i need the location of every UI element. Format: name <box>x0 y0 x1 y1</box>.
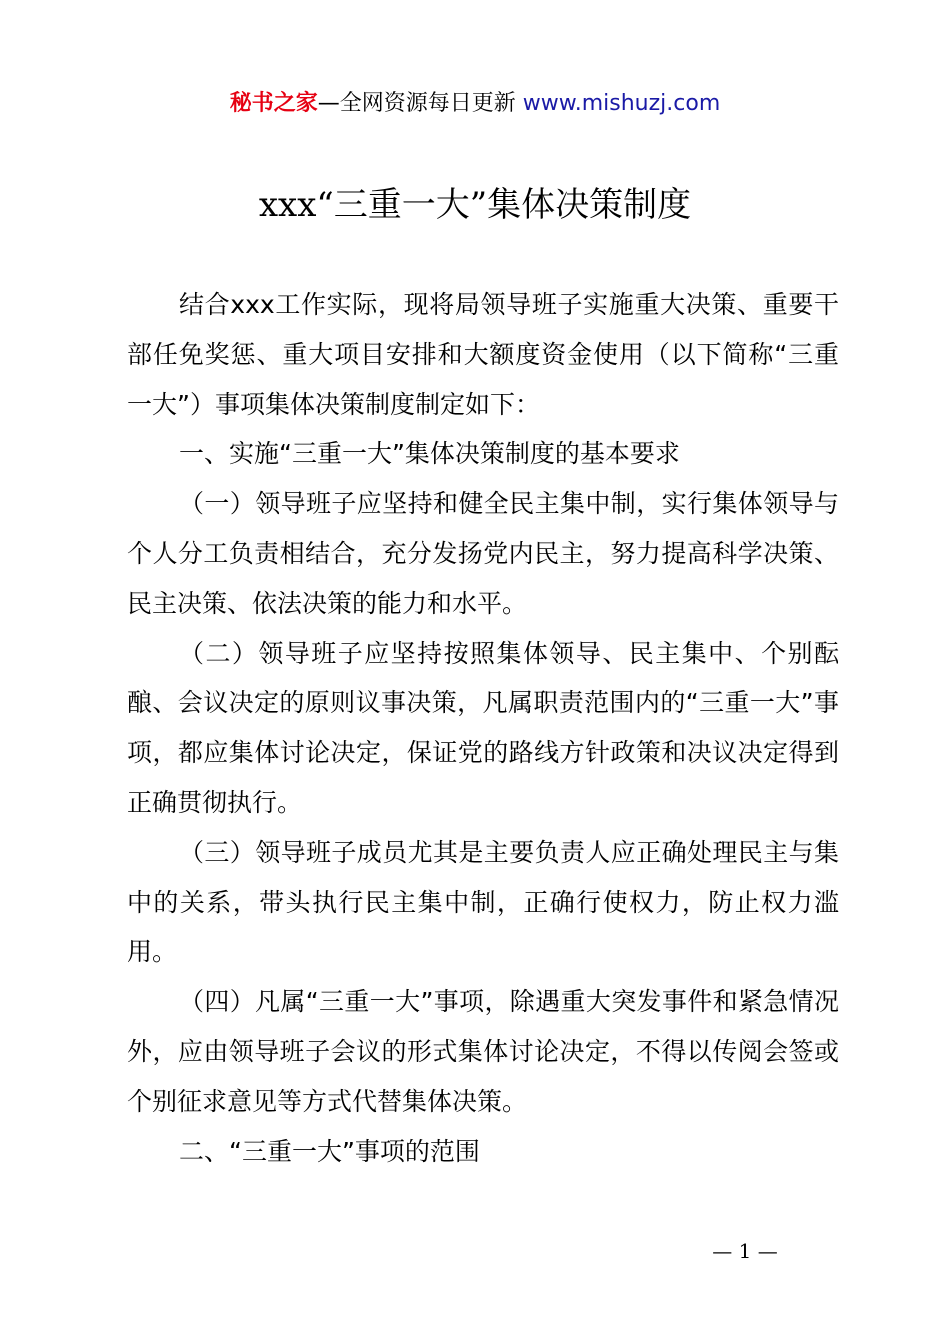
site-name: 秘书之家 <box>229 91 318 116</box>
document-body <box>127 280 839 1176</box>
site-header <box>0 86 950 122</box>
paragraph-intro: 结合xxx工作实际，现将局领导班子实施重大决策、重要干部任免奖惩、重大项目安排和大额度资金使用（以下简称“三重一大”）事项集体决策制度制定如下： <box>127 290 839 419</box>
document-title: xxx“三重一大”集体决策制度 <box>258 185 692 225</box>
section-heading-2: 二、“三重一大”事项的范围 <box>179 1136 480 1166</box>
paragraph-item-4: （四）凡属“三重一大”事项，除遇重大突发事件和紧急情况外，应由领导班子会议的形式集体讨论决定，不得以传阅会签或个别征求意见等方式代替集体决策。 <box>127 987 839 1116</box>
site-tagline: —全网资源每日更新 <box>317 91 516 116</box>
section-heading-1: 一、实施“三重一大”集体决策制度的基本要求 <box>179 439 680 469</box>
paragraph-item-3: （三）领导班子成员尤其是主要负责人应正确处理民主与集中的关系，带头执行民主集中制，正确行使权力，防止权力滥用。 <box>127 837 839 967</box>
paragraph-item-2: （二）领导班子应坚持按照集体领导、民主集中、个别酝酿、会议决定的原则议事决策，凡属职责范围内的“三重一大”事项，都应集体讨论决定，保证党的路线方针政策和决议决定得到正确贯彻执行。 <box>127 638 839 817</box>
paragraph-item-1: （一）领导班子应坚持和健全民主集中制，实行集体领导与个人分工负责相结合，充分发扬党内民主，努力提高科学决策、民主决策、依法决策的能力和水平。 <box>127 489 839 618</box>
page-number: — 1 — <box>712 1239 778 1263</box>
site-url-link[interactable]: www.mishuzj.com <box>522 91 721 116</box>
